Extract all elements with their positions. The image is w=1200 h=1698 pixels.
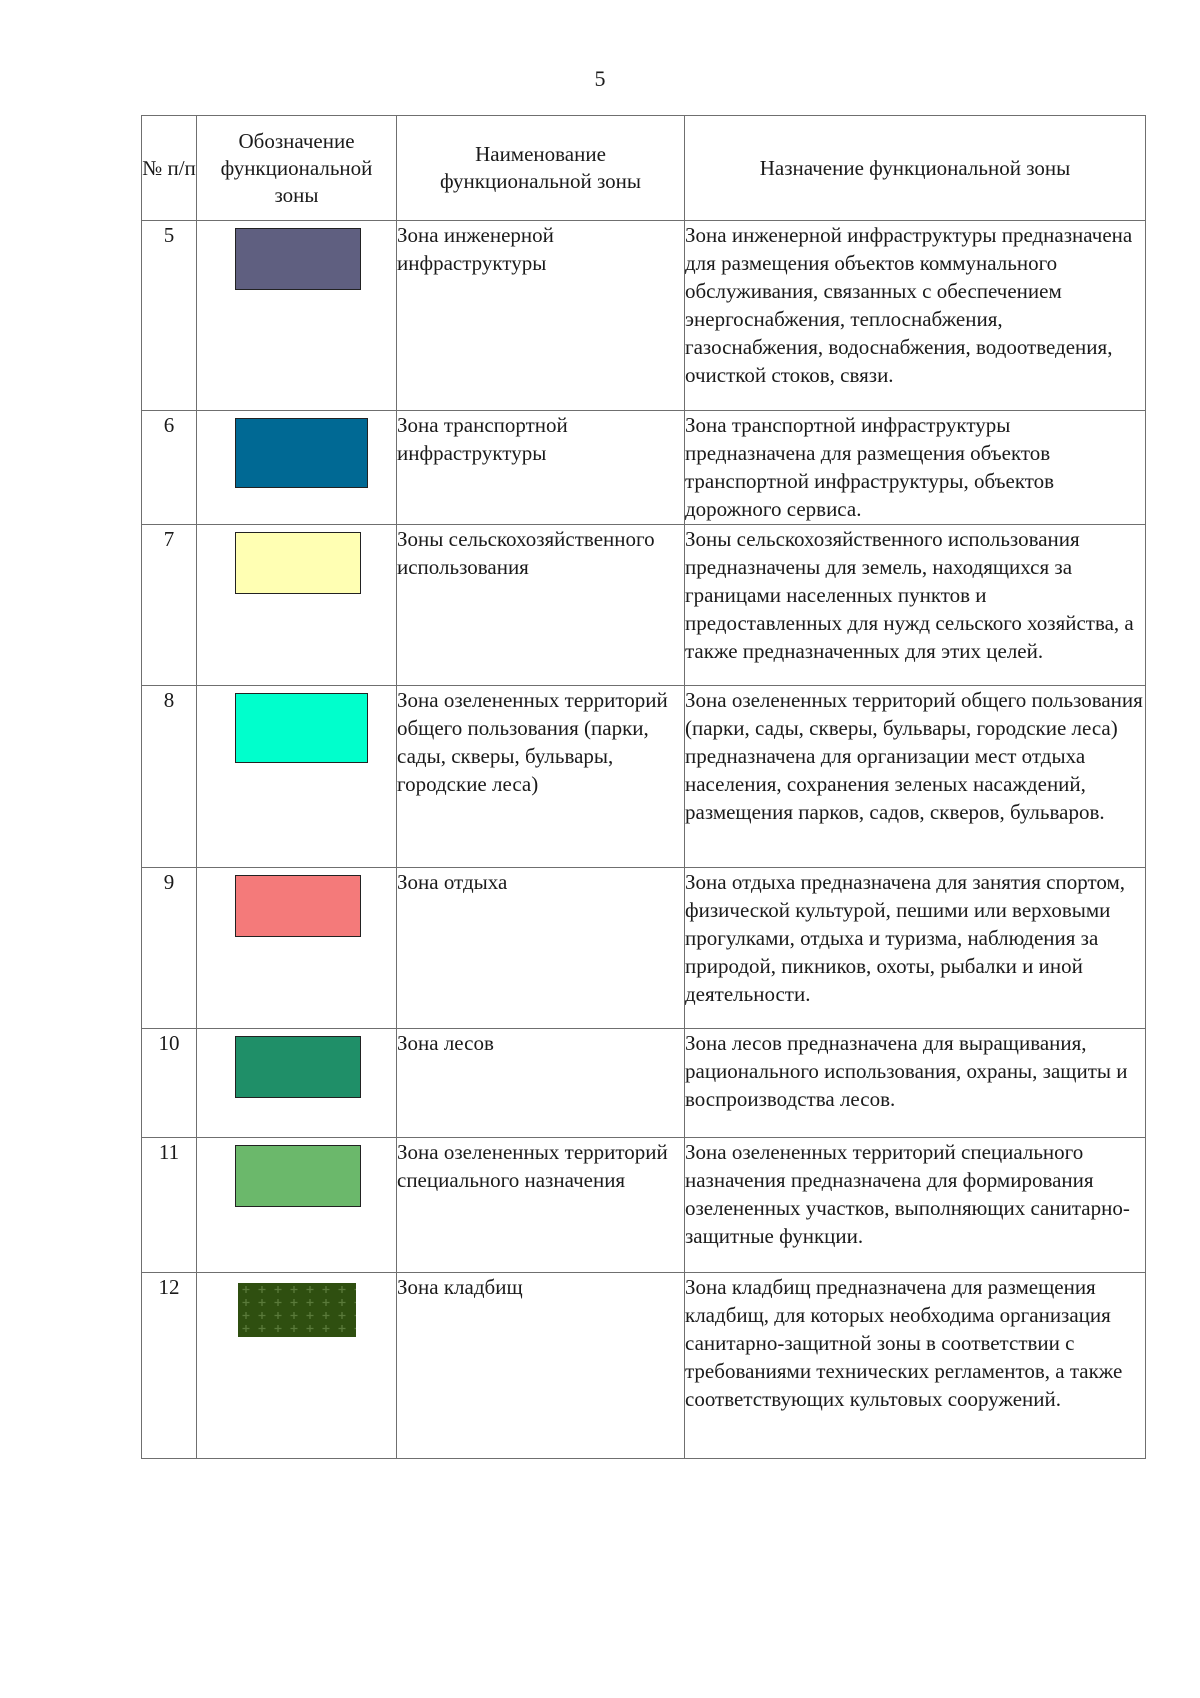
zone-swatch [235, 1036, 361, 1098]
row-purpose: Зона озелененных территорий общего пользования (парки, сады, скверы, бульвары, городские леса) предназначена для организации мест отдыха населения, сохранения зеленых насаждений, размещения парков, садов, скверов, бульваров. [685, 686, 1146, 868]
table-row [142, 525, 1146, 686]
row-num: 12 [142, 1273, 197, 1459]
row-name: Зона транспортной инфраструктуры [397, 411, 685, 525]
table-row [142, 1029, 1146, 1138]
header-num: № п/п [142, 116, 197, 221]
row-name: Зона отдыха [397, 868, 685, 1029]
table-row [142, 1273, 1146, 1459]
row-num: 5 [142, 221, 197, 411]
zone-swatch [235, 418, 368, 488]
row-purpose: Зона озелененных территорий специального назначения предназначена для формирования озелененных участков, выполняющих санитарно-защитные функции. [685, 1138, 1146, 1273]
row-purpose: Зоны сельскохозяйственного использования предназначены для земель, находящихся за границами населенных пунктов и предоставленных для нужд сельского хозяйства, а также предназначенных для этих целей. [685, 525, 1146, 686]
row-symbol-cell [197, 1138, 397, 1273]
row-purpose: Зона кладбищ предназначена для размещения кладбищ, для которых необходима организация санитарно-защитной зоны в соответствии с требованиями технических регламентов, а также соответствующих культовых сооружений. [685, 1273, 1146, 1459]
page-number: 5 [594, 66, 606, 91]
table-row [142, 868, 1146, 1029]
table-row [142, 411, 1146, 525]
header-symbol: Обозначение функциональной зоны [197, 116, 397, 221]
row-symbol-cell [197, 221, 397, 411]
table-row [142, 221, 1146, 411]
zone-swatch [235, 875, 361, 937]
zone-swatch [235, 228, 361, 290]
row-symbol-cell [197, 411, 397, 525]
row-num: 9 [142, 868, 197, 1029]
row-name: Зона озелененных территорий специального назначения [397, 1138, 685, 1273]
row-purpose: Зона инженерной инфраструктуры предназначена для размещения объектов коммунального обслуживания, связанных с обеспечением энергоснабжения, теплоснабжения, газоснабжения, водоснабжения, водоотведения, очисткой стоков, связи. [685, 221, 1146, 411]
zone-swatch [235, 532, 361, 594]
table-row [142, 686, 1146, 868]
row-symbol-cell [197, 1273, 397, 1459]
row-name: Зона кладбищ [397, 1273, 685, 1459]
row-num: 11 [142, 1138, 197, 1273]
header-purpose: Назначение функциональной зоны [685, 116, 1146, 221]
row-name: Зона озелененных территорий общего пользования (парки, сады, скверы, бульвары, городские леса) [397, 686, 685, 868]
row-purpose: Зона отдыха предназначена для занятия спортом, физической культурой, пешими или верховыми прогулками, отдыха и туризма, наблюдения за природой, пикников, охоты, рыбалки и иной деятельности. [685, 868, 1146, 1029]
row-symbol-cell [197, 686, 397, 868]
row-num: 7 [142, 525, 197, 686]
zone-swatch [235, 1145, 361, 1207]
table-row [142, 1138, 1146, 1273]
cemetery-pattern-swatch [238, 1283, 356, 1337]
row-symbol-cell [197, 1029, 397, 1138]
zones-table [141, 115, 1146, 1459]
header-name: Наименование функциональной зоны [397, 116, 685, 221]
table-header-row [142, 116, 1146, 221]
zone-swatch [235, 693, 368, 763]
row-purpose: Зона лесов предназначена для выращивания, рационального использования, охраны, защиты и воспроизводства лесов. [685, 1029, 1146, 1138]
row-purpose: Зона транспортной инфраструктуры предназначена для размещения объектов транспортной инфраструктуры, объектов дорожного сервиса. [685, 411, 1146, 525]
row-name: Зона инженерной инфраструктуры [397, 221, 685, 411]
row-name: Зона лесов [397, 1029, 685, 1138]
row-num: 6 [142, 411, 197, 525]
row-num: 8 [142, 686, 197, 868]
row-num: 10 [142, 1029, 197, 1138]
row-name: Зоны сельскохозяйственного использования [397, 525, 685, 686]
row-symbol-cell [197, 868, 397, 1029]
row-symbol-cell [197, 525, 397, 686]
